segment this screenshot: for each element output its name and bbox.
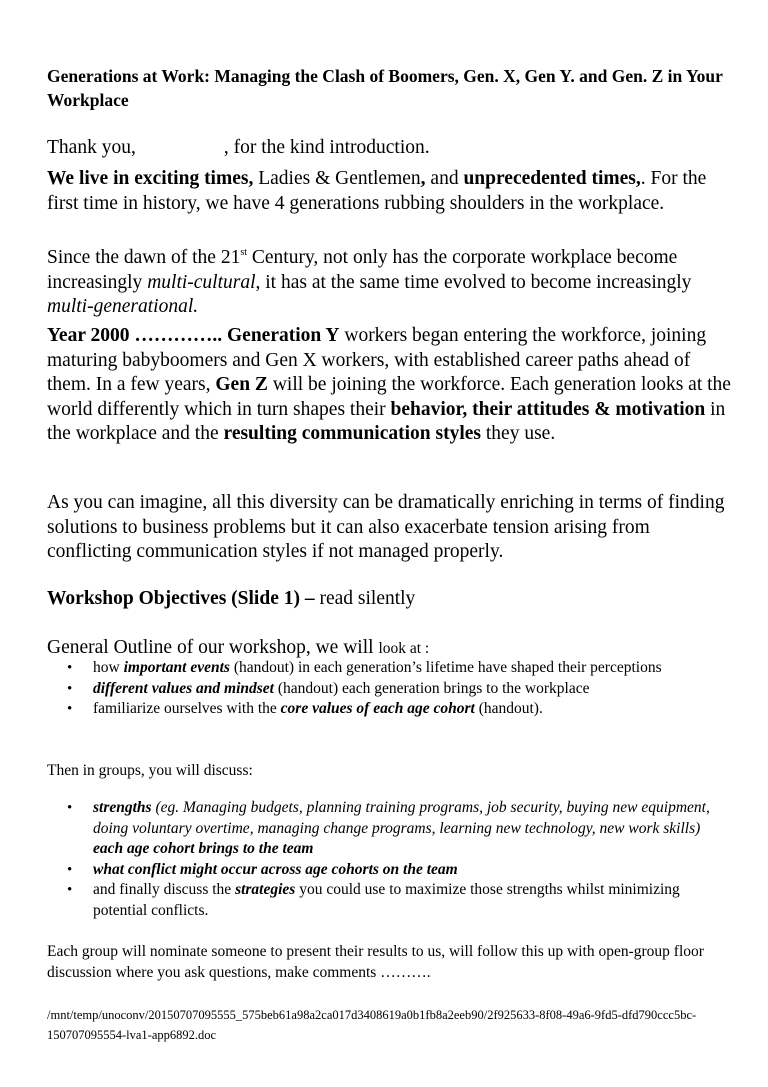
diversity-paragraph: As you can imagine, all this diversity can be dramatically enriching in terms of finding solutions to business problems but it can also exacerbate tension arising from conflicting communication styles if not managed properly. (47, 492, 725, 562)
thanks-paragraph: Thank you, , for the kind introduction. (47, 137, 430, 158)
list-item: • familiarize ourselves with the core values of each age cohort (handout). (47, 699, 727, 720)
list-item: • different values and mindset (handout) each generation brings to the workplace (47, 679, 727, 700)
year-2000-paragraph: Year 2000 ………….. Generation Y workers began entering the workforce, joining maturing babyboomers and Gen X workers, with established career paths ahead of them. In a few years, Gen Z will be joining the workforce. Each generation looks at the world differently which in turn shapes their behavior, their attitudes & motivation in the workplace and the resulting communication styles they use. (47, 325, 731, 444)
list-item: • what conflict might occur across age cohorts on the team (47, 860, 727, 881)
list-item: • and finally discuss the strategies you could use to maximize those strengths whilst minimizing potential conflicts. (47, 880, 727, 921)
groups-intro: Then in groups, you will discuss: (47, 762, 253, 779)
list-item: • how important events (handout) in each generation’s lifetime have shaped their perceptions (47, 658, 727, 679)
outline-list (47, 658, 727, 720)
document-title: Generations at Work: Managing the Clash of Boomers, Gen. X, Gen Y. and Gen. Z in Your Workplace (47, 66, 723, 110)
discussion-list (47, 798, 727, 921)
list-item: • strengths (eg. Managing budgets, planning training programs, job security, buying new equipment, doing voluntary overtime, managing change programs, learning new technology, new work skills) each age cohort brings to the team (47, 798, 727, 860)
file-path-footer: /mnt/temp/unoconv/20150707095555_575beb61a98a2ca017d3408619a0b1fb8a2eeb90/2f925633-8f08-49a6-9fd5-dfd790ccc5bc-150707095554-lva1-app6892.doc (47, 1008, 697, 1042)
workshop-objectives-heading: Workshop Objectives (Slide 1) – read silently (47, 588, 416, 609)
outline-intro: General Outline of our workshop, we will look at : (47, 637, 430, 658)
exciting-times-paragraph: We live in exciting times, Ladies & Gentlemen, and unprecedented times,. For the first time in history, we have 4 generations rubbing shoulders in the workplace. (47, 168, 707, 214)
dawn-paragraph: Since the dawn of the 21st Century, not only has the corporate workplace become increasingly multi-cultural, it has at the same time evolved to become increasingly multi-generational. (47, 247, 692, 317)
nominate-paragraph: Each group will nominate someone to present their results to us, will follow this up with open-group floor discussion where you ask questions, make comments ………. (47, 943, 704, 981)
